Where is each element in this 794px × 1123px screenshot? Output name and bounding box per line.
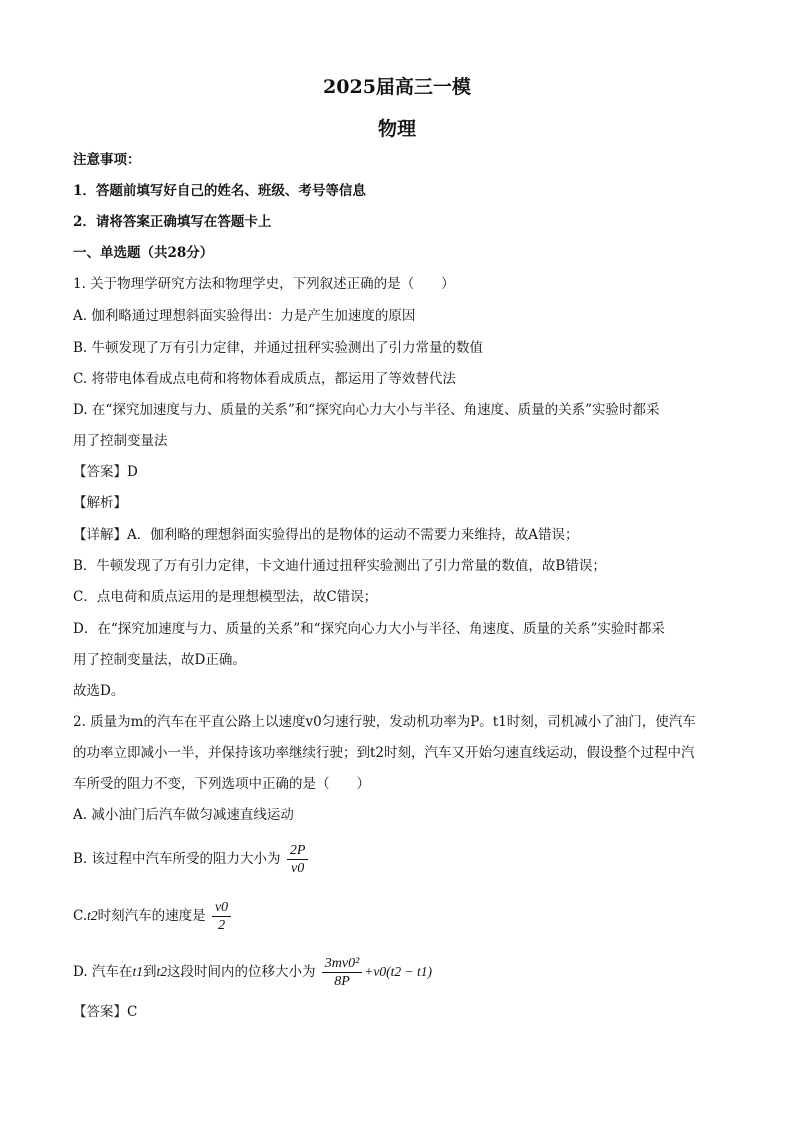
math-var: t2	[156, 964, 167, 979]
option-text: D. 汽车在	[73, 964, 133, 980]
answer-value: D	[127, 464, 138, 480]
q2-option-a: A. 减小油门后汽车做匀减速直线运动	[73, 807, 294, 823]
option-text: 这段时间内的位移大小为	[166, 964, 316, 980]
q1-answer	[73, 462, 723, 482]
math-var: t2	[87, 908, 98, 923]
q1-analysis-d-cont: 用了控制变量法，故D正确。	[73, 652, 246, 668]
q2-stem-line3: 车所受的阻力不变，下列选项中正确的是（ ）	[73, 776, 370, 792]
q1-option-d: D. 在“探究加速度与力、质量的关系”和“探究向心力大小与半径、角速度、质量的关系”实验时都采	[73, 402, 660, 418]
q1-conclusion: 故选D。	[73, 683, 125, 699]
fraction-numerator: 2P	[287, 842, 309, 860]
option-text: 到	[142, 964, 157, 980]
q1-option-a: A. 伽利略通过理想斜面实验得出：力是产生加速度的原因	[73, 308, 416, 324]
q2-option-d	[73, 955, 723, 990]
q2-stem-line2: 的功率立即减小一半，并保持该功率继续行驶；到t2时刻，汽车又开始匀速直线运动，假设整个过程中汽	[73, 745, 695, 761]
q2-stem-line1: 2. 质量为m的汽车在平直公路上以速度v0匀速行驶，发动机功率为P。t1时刻，司机减小了油门，使汽车	[73, 714, 696, 730]
fraction	[212, 899, 231, 934]
math-expression: +v0(t2 − t1)	[364, 964, 433, 979]
notice-item-1: 1．答题前填写好自己的姓名、班级、考号等信息	[73, 183, 366, 199]
answer-value: C	[127, 1004, 138, 1020]
option-text: B. 该过程中汽车所受的阻力大小为	[73, 851, 281, 867]
notice-item-2: 2．请将答案正确填写在答题卡上	[73, 214, 272, 230]
q2-answer	[73, 1002, 723, 1022]
detail-label: 【详解】	[73, 527, 127, 543]
subject-title: 物理	[377, 118, 416, 140]
q1-option-c: C. 将带电体看成点电荷和将物体看成质点，都运用了等效替代法	[73, 371, 456, 387]
answer-label: 【答案】	[73, 464, 127, 480]
q1-analysis-a	[73, 525, 723, 545]
math-var: t1	[132, 964, 143, 979]
q1-analysis-label: 【解析】	[73, 495, 127, 511]
notice-heading: 注意事项：	[73, 152, 141, 168]
analysis-text: A．伽利略的理想斜面实验得出的是物体的运动不需要力来维持，故A错误；	[127, 527, 579, 543]
q2-option-c	[73, 899, 723, 934]
q2-option-b	[73, 842, 723, 877]
fraction-numerator: 3mv0²	[322, 955, 363, 973]
fraction-denominator: 8P	[334, 974, 350, 989]
page-title: 2025届高三一模	[323, 76, 471, 98]
fraction	[287, 842, 309, 877]
q1-stem: 1. 关于物理学研究方法和物理学史，下列叙述正确的是（ ）	[73, 276, 455, 292]
fraction-denominator: v0	[290, 861, 305, 876]
fraction-denominator: 2	[218, 918, 226, 933]
q1-analysis-c: C．点电荷和质点运用的是理想模型法，故C错误；	[73, 589, 378, 605]
fraction	[322, 955, 363, 990]
fraction-numerator: v0	[212, 899, 231, 917]
q1-analysis-b: B．牛顿发现了万有引力定律，卡文迪什通过扭秤实验测出了引力常量的数值，故B错误；	[73, 558, 606, 574]
q1-option-b: B. 牛顿发现了万有引力定律，并通过扭秤实验测出了引力常量的数值	[73, 340, 484, 356]
option-prefix: C.	[73, 908, 88, 924]
answer-label: 【答案】	[73, 1004, 127, 1020]
option-text: 时刻汽车的速度是	[97, 908, 206, 924]
section-heading: 一、单选题（共28分）	[73, 245, 214, 261]
q1-option-d-cont: 用了控制变量法	[73, 433, 168, 449]
q1-analysis-d: D．在“探究加速度与力、质量的关系”和“探究向心力大小与半径、角速度、质量的关系”实验时都采	[73, 621, 665, 637]
